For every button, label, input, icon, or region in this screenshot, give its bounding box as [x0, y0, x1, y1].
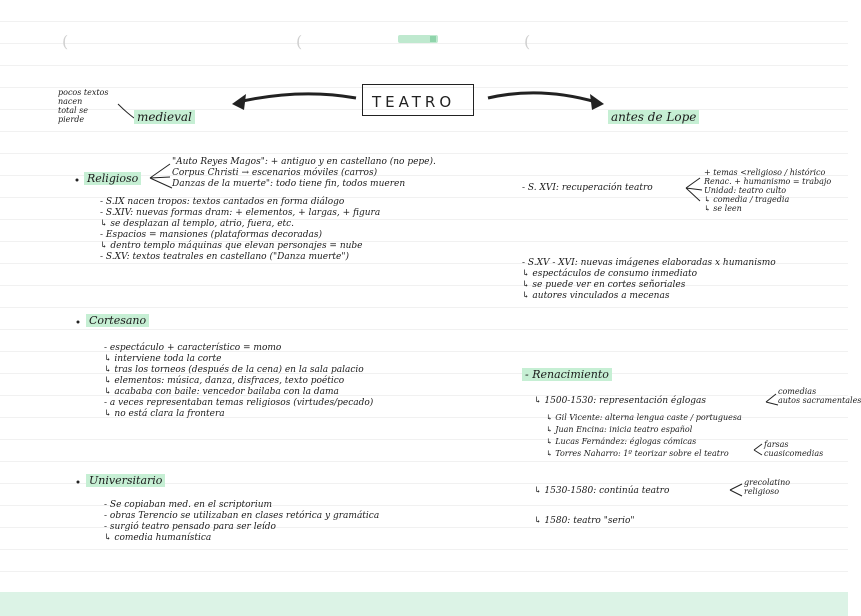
left-note: pocos textos nacen total se pierde: [58, 88, 109, 124]
heading-antes-de-lope: antes de Lope: [608, 110, 699, 124]
section-universitario: Universitario: [86, 474, 165, 487]
page-title: TEATRO: [372, 93, 456, 111]
renacimiento-p1: ↳ 1500-1530: representación églogas: [534, 396, 707, 406]
section-cortesano: Cortesano: [86, 314, 149, 327]
renacimiento-p2-branches: grecolatino religioso: [744, 478, 791, 496]
bottom-band: [0, 592, 848, 616]
arrow-left-head: [232, 94, 246, 110]
universitario-list: - Se copiaban med. en el scriptorium - obras Terencio se utilizaban en clases retórica y gramática - surgió teatro pensado para ser leído ↳ comedia humanística: [104, 500, 380, 543]
heading-medieval: medieval: [134, 110, 195, 124]
renacimiento-p3: ↳ 1580: teatro "serio": [534, 516, 635, 526]
binding-mark: (: [524, 32, 531, 51]
binding-mark: (: [62, 32, 69, 51]
arrow-right-head: [590, 94, 604, 110]
renacimiento-sub-branches: farsas cuasicomedias: [764, 440, 824, 458]
renacimiento-sub: ↳ Gil Vicente: alterna lengua caste / portuguesa ↳ Juan Encina: inicia teatro español ↳ Lucas Fernández: églogas cómicas ↳ Torres Naharro: 1º teorizar sobre el teatro: [546, 413, 742, 458]
religioso-branches: "Auto Reyes Magos": + antiguo y en castellano (no pepe). Corpus Christi → escenarios móviles (carros) Danzas de la muerte": todo tiene fin, todos mueren: [172, 157, 436, 189]
section-renacimiento: - Renacimiento: [522, 368, 612, 381]
renacimiento-p2: ↳ 1530-1580: continúa teatro: [534, 486, 670, 496]
s16-branches: + temas <religioso / histórico Renac. + humanismo = trabajo Unidad: teatro culto ↳ comedia / tragedia ↳ se leen: [704, 168, 832, 213]
section-religioso: Religioso: [84, 172, 141, 185]
religioso-list: - S.IX nacen tropos: textos cantados en forma diálogo - S.XIV: nuevas formas dram: + elementos, + largas, + figura ↳ se desplazan al templo, atrio, fuera, etc. - Espacios = mansiones (plataformas decoradas) ↳ dentro templo máquinas que elevan personajes = nube - S.XV: textos teatrales en castellano ("Danza muerte"): [100, 197, 381, 262]
s16-main: - S. XVI: recuperación teatro: [522, 183, 653, 193]
binding-mark: (: [296, 32, 303, 51]
s15-list: - S.XV - XVI: nuevas imágenes elaboradas x humanismo ↳ espectáculos de consumo inmediato ↳ se puede ver en cortes señoriales ↳ autores vinculados a mecenas: [522, 258, 776, 301]
arrow-left: [238, 94, 356, 102]
renacimiento-p1-branches: comedias autos sacramentales: [778, 387, 861, 405]
cortesano-list: - espectáculo + característico = momo ↳ interviene toda la corte ↳ tras los torneos (después de la cena) en la sala palacio ↳ elementos: música, danza, disfraces, texto poético ↳ acababa con baile: vencedor bailaba con la dama - a veces representaban temas religiosos (virtudes/pecado) ↳ no está clara la frontera: [104, 343, 374, 419]
arrow-right: [488, 93, 596, 102]
